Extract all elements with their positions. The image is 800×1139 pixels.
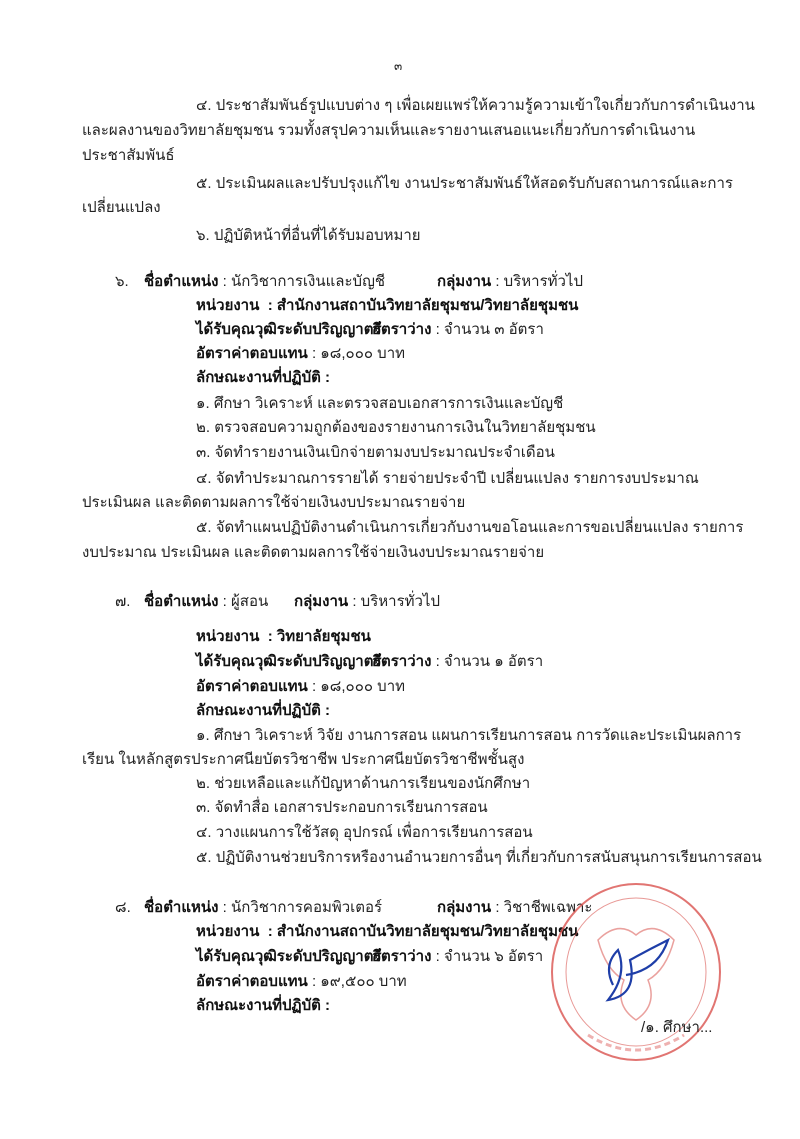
label-duties: ลักษณะงานที่ปฏิบัติ : [196,369,331,386]
vacancy-value: : จำนวน ๖ อัตรา [435,948,544,965]
label-unit: หน่วยงาน [196,297,260,314]
unit-value: : สำนักงานสถาบันวิทยาลัยชุมชน/วิทยาลัยชุมชน [267,297,579,314]
salary-value: : ๑๙,๕๐๐ บาท [311,973,407,990]
group-value: : วิชาชีพเฉพาะ [495,899,593,916]
duty-line: ๓. จัดทำสื่อ เอกสารประกอบการเรียนการสอน [196,799,488,816]
position-number: ๗. [115,593,131,610]
label-group: กลุ่มงาน [437,899,492,916]
duty-line: ๕. จัดทำแผนปฏิบัติงานดำเนินการเกี่ยวกับงานขอโอนและการขอเปลี่ยนแปลง รายการ [196,519,744,536]
label-position: ชื่อตำแหน่ง [144,593,219,610]
vacancy-value: : จำนวน ๑ อัตรา [435,653,544,670]
text-line: ๕. ประเมินผลและปรับปรุงแก้ไข งานประชาสัมพันธ์ให้สอดรับกับสถานการณ์และการ [196,175,733,192]
salary-value: : ๑๘,๐๐๐ บาท [311,678,406,695]
position-number: ๖. [115,273,129,290]
duty-line: ๔. วางแผนการใช้วัสดุ อุปกรณ์ เพื่อการเรียนการสอน [196,824,533,841]
duty-line: ๓. จัดทำรายงานเงินเบิกจ่ายตามงบประมาณประจำเดือน [196,444,555,461]
label-unit: หน่วยงาน [196,628,260,645]
position-title: : นักวิชาการคอมพิวเตอร์ [222,899,383,916]
text-line: ๔. ประชาสัมพันธ์รูปแบบต่าง ๆ เพื่อเผยแพร่ให้ความรู้ความเข้าใจเกี่ยวกับการดำเนินงาน [196,97,755,114]
label-qualification: ได้รับคุณวุฒิระดับปริญญาตรี [196,653,382,670]
duty-line: ๑. ศึกษา วิเคราะห์ และตรวจสอบเอกสารการเงินและบัญชี [196,395,564,412]
unit-value: : วิทยาลัยชุมชน [267,628,371,645]
duty-line: ๕. ปฏิบัติงานช่วยบริการหรืองานอำนวยการอื่นๆ ที่เกี่ยวกับการสนับสนุนการเรียนการสอน [196,849,762,866]
text-line: เปลี่ยนแปลง [82,199,161,216]
label-salary: อัตราค่าตอบแทน [196,973,308,990]
label-qualification: ได้รับคุณวุฒิระดับปริญญาตรี [196,321,382,338]
duty-line: งบประมาณ ประเมินผล และติดตามผลการใช้จ่ายเงินงบประมาณรายจ่าย [82,544,545,561]
duty-line: ๒. ตรวจสอบความถูกต้องของรายงานการเงินในวิทยาลัยชุมชน [196,419,596,436]
text-line: และผลงานของวิทยาลัยชุมชน รวมทั้งสรุปความเห็นและรายงานเสนอแนะเกี่ยวกับการดำเนินงาน [82,122,696,139]
text-line: ประชาสัมพันธ์ [82,147,175,164]
group-value: : บริหารทั่วไป [352,593,440,610]
label-vacancy: อัตราว่าง [372,321,432,338]
position-title: : ผู้สอน [222,593,269,610]
label-position: ชื่อตำแหน่ง [144,899,219,916]
label-vacancy: อัตราว่าง [372,948,432,965]
continuation-text: /๑. ศึกษา... [641,1019,713,1036]
label-qualification: ได้รับคุณวุฒิระดับปริญญาตรี [196,948,382,965]
vacancy-value: : จำนวน ๓ อัตรา [435,321,544,338]
label-salary: อัตราค่าตอบแทน [196,678,308,695]
position-title: : นักวิชาการเงินและบัญชี [222,273,386,290]
duty-line: เรียน ในหลักสูตรประกาศนียบัตรวิชาชีพ ประกาศนียบัตรวิชาชีพชั้นสูง [82,751,525,768]
label-group: กลุ่มงาน [294,593,349,610]
position-number: ๘. [115,899,131,916]
duty-line: ๑. ศึกษา วิเคราะห์ วิจัย งานการสอน แผนการเรียนการสอน การวัดและประเมินผลการ [196,727,742,744]
label-group: กลุ่มงาน [437,273,492,290]
salary-value: : ๑๘,๐๐๐ บาท [311,345,406,362]
duty-line: ประเมินผล และติดตามผลการใช้จ่ายเงินงบประมาณรายจ่าย [82,494,466,511]
duty-line: ๔. จัดทำประมาณการรายได้ รายจ่ายประจำปี เปลี่ยนแปลง รายการงบประมาณ [196,470,699,487]
label-duties: ลักษณะงานที่ปฏิบัติ : [196,702,331,719]
group-value: : บริหารทั่วไป [495,273,583,290]
duty-line: ๒. ช่วยเหลือและแก้ปัญหาด้านการเรียนของนักศึกษา [196,775,531,792]
page-number: ๓ [394,59,403,73]
label-duties: ลักษณะงานที่ปฏิบัติ : [196,997,331,1014]
label-unit: หน่วยงาน [196,923,260,940]
unit-value: : สำนักงานสถาบันวิทยาลัยชุมชน/วิทยาลัยชุมชน [267,923,579,940]
text-line: ๖. ปฏิบัติหน้าที่อื่นที่ได้รับมอบหมาย [196,227,421,244]
label-vacancy: อัตราว่าง [372,653,432,670]
label-position: ชื่อตำแหน่ง [144,273,219,290]
label-salary: อัตราค่าตอบแทน [196,345,308,362]
